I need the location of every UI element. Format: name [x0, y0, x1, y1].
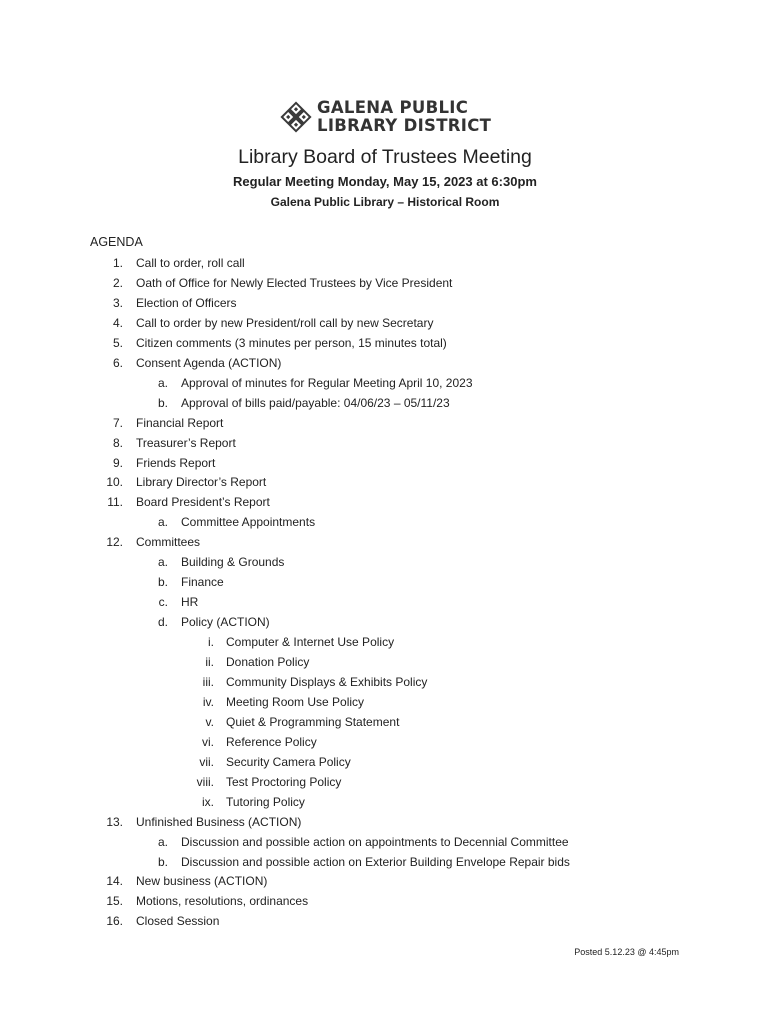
agenda-item: [0, 435, 770, 455]
agenda-item-text: New business (ACTION): [136, 874, 268, 889]
agenda-item-number: 15.: [106, 894, 123, 909]
agenda-item-text: Closed Session: [136, 914, 220, 929]
agenda-item: [0, 834, 770, 854]
agenda-item: [0, 674, 770, 694]
agenda-item: [0, 574, 770, 594]
agenda-item-number: 8.: [112, 435, 123, 450]
agenda-item: [0, 315, 770, 335]
agenda-item-text: Unfinished Business (ACTION): [136, 814, 302, 829]
agenda-item-text: Citizen comments (3 minutes per person, 15 minutes total): [136, 335, 447, 350]
meeting-location: Galena Public Library – Historical Room: [270, 195, 500, 209]
meeting-subtitle: Regular Meeting Monday, May 15, 2023 at 6:30pm: [233, 174, 537, 189]
agenda-item-number: a.: [157, 834, 168, 849]
agenda-item: [0, 455, 770, 475]
agenda-item-text: Election of Officers: [136, 295, 237, 310]
agenda-item-text: Community Displays & Exhibits Policy: [226, 674, 428, 689]
library-logo: [279, 98, 491, 136]
agenda-item-number: 14.: [106, 874, 123, 889]
agenda-item-text: Policy (ACTION): [181, 615, 270, 630]
agenda-item: [0, 634, 770, 654]
agenda-item: [0, 614, 770, 634]
agenda-item-number: 9.: [112, 455, 123, 470]
agenda-item-text: Discussion and possible action on Exterior Building Envelope Repair bids: [181, 854, 570, 869]
agenda-item-text: Call to order by new President/roll call by new Secretary: [136, 315, 434, 330]
agenda-item: [0, 913, 770, 933]
posted-timestamp: Posted 5.12.23 @ 4:45pm: [574, 947, 679, 957]
agenda-item-text: Approval of minutes for Regular Meeting April 10, 2023: [181, 375, 473, 390]
logo-wordmark: [317, 99, 491, 135]
agenda-item-text: Test Proctoring Policy: [226, 774, 342, 789]
agenda-item-text: Quiet & Programming Statement: [226, 714, 400, 729]
agenda-item-text: Approval of bills paid/payable: 04/06/23 – 05/11/23: [181, 395, 450, 410]
agenda-item: [0, 534, 770, 554]
agenda-item-number: 1.: [112, 256, 123, 270]
agenda-item-number: 12.: [106, 535, 123, 550]
agenda-item-text: HR: [181, 595, 199, 610]
agenda-item-number: a.: [157, 375, 168, 390]
agenda-item: [0, 415, 770, 435]
page-title: Library Board of Trustees Meeting: [238, 146, 532, 168]
agenda-item-number: vi.: [202, 734, 214, 749]
agenda-item-number: 5.: [112, 335, 123, 350]
agenda-item-text: Friends Report: [136, 455, 216, 470]
agenda-item-number: 3.: [112, 295, 123, 310]
agenda-item-text: Meeting Room Use Policy: [226, 694, 365, 709]
agenda-item-number: i.: [208, 635, 214, 650]
agenda-item-text: Computer & Internet Use Policy: [226, 635, 395, 650]
agenda-item: [0, 654, 770, 674]
agenda-item: [0, 854, 770, 874]
agenda-item-text: Donation Policy: [226, 655, 310, 669]
agenda-item: [0, 554, 770, 574]
agenda-item-text: Finance: [181, 575, 224, 590]
agenda-item: [0, 494, 770, 514]
agenda-item: [0, 514, 770, 534]
agenda-item-number: v.: [205, 714, 214, 729]
agenda-item: [0, 734, 770, 754]
agenda-item-number: 10.: [106, 475, 123, 490]
agenda-item-number: 2.: [112, 275, 123, 290]
agenda-item-number: 6.: [112, 355, 123, 370]
agenda-item: [0, 873, 770, 893]
agenda-item: [0, 295, 770, 315]
agenda-item-text: Tutoring Policy: [226, 794, 305, 809]
agenda-item-text: Committees: [136, 535, 201, 550]
agenda-item-text: Motions, resolutions, ordinances: [136, 894, 309, 909]
agenda-item-text: Call to order, roll call: [136, 256, 245, 270]
agenda-item: [0, 694, 770, 714]
agenda-item: [0, 375, 770, 395]
agenda-item-text: Reference Policy: [226, 734, 317, 749]
agenda-item-number: iv.: [202, 694, 214, 709]
agenda-item: [0, 474, 770, 494]
agenda-item-text: Discussion and possible action on appointments to Decennial Committee: [181, 834, 569, 849]
agenda-item-number: ii.: [205, 655, 214, 669]
agenda-item: [0, 355, 770, 375]
agenda-item-text: Treasurer’s Report: [136, 435, 236, 450]
agenda-item-number: d.: [157, 615, 168, 630]
logo-line-1: GALENA PUBLIC: [317, 98, 469, 117]
agenda-item-number: viii.: [196, 774, 214, 789]
agenda-heading: AGENDA: [90, 235, 143, 249]
agenda-item-number: a.: [157, 515, 168, 530]
agenda-item: [0, 893, 770, 913]
agenda-item-number: 13.: [106, 814, 123, 829]
agenda-item: [0, 255, 770, 275]
agenda-item-number: b.: [157, 575, 168, 590]
agenda-item: [0, 714, 770, 734]
agenda-item: [0, 774, 770, 794]
library-logo-icon: [279, 100, 313, 134]
agenda-item-text: Consent Agenda (ACTION): [136, 355, 282, 370]
agenda-item-text: Security Camera Policy: [226, 754, 351, 769]
agenda-item-number: a.: [157, 555, 168, 570]
agenda-item: [0, 594, 770, 614]
agenda-item-number: 7.: [112, 415, 123, 430]
agenda-item-number: 11.: [107, 495, 123, 510]
agenda-item: [0, 395, 770, 415]
agenda-item-number: c.: [158, 595, 168, 610]
agenda-item-number: b.: [157, 395, 168, 410]
agenda-item-number: vii.: [199, 754, 214, 769]
agenda-item-text: Committee Appointments: [181, 515, 316, 530]
agenda-item: [0, 275, 770, 295]
agenda-item-text: Board President’s Report: [136, 495, 270, 510]
agenda-item-number: iii.: [202, 674, 214, 689]
agenda-item: [0, 335, 770, 355]
agenda-item: [0, 814, 770, 834]
agenda-item-number: ix.: [202, 794, 214, 809]
agenda-item-text: Building & Grounds: [181, 555, 285, 570]
logo-line-2: LIBRARY DISTRICT: [317, 116, 492, 135]
agenda-item: [0, 794, 770, 814]
agenda-item-text: Financial Report: [136, 415, 224, 430]
agenda-item: [0, 754, 770, 774]
agenda-item-number: 16.: [106, 914, 123, 929]
agenda-item-text: Library Director’s Report: [136, 475, 267, 490]
agenda-item-text: Oath of Office for Newly Elected Trustees by Vice President: [136, 275, 453, 290]
agenda-item-number: b.: [157, 854, 168, 869]
agenda-item-number: 4.: [112, 315, 123, 330]
